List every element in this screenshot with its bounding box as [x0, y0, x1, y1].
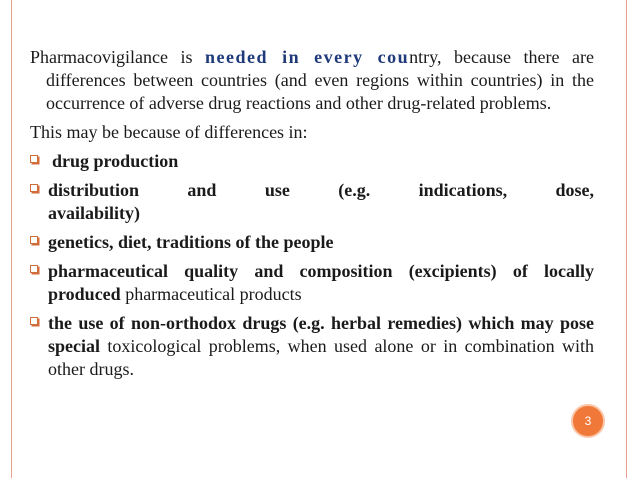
- right-border-line: [626, 0, 627, 478]
- bullet-bold-text-line1: distribution and use (e.g. indications, dose,: [48, 180, 594, 200]
- list-item: [30, 231, 594, 254]
- square-bullet-icon: [30, 184, 38, 192]
- intro-text-end: ntry, because there are differences between countries (and even regions within countries) in the occurrence of adverse drug reactions and other drug-related problems.: [46, 47, 595, 113]
- bullet-bold-text: drug production: [52, 151, 179, 171]
- lead-in-text: This may be because of differences in:: [30, 122, 308, 142]
- bullet-bold-text: genetics, diet, traditions of the people: [48, 232, 334, 252]
- square-bullet-icon: [30, 236, 38, 244]
- bullet-bold-text-line2: availability): [48, 203, 141, 223]
- square-bullet-icon: [30, 317, 38, 325]
- square-bullet-icon: [30, 265, 38, 273]
- square-bullet-icon: [30, 155, 38, 163]
- list-item: [30, 312, 594, 381]
- intro-paragraph: [30, 46, 594, 115]
- left-border-line: [11, 0, 12, 478]
- page-number-badge: 3: [571, 404, 605, 438]
- bullet-normal-text: toxicological problems, when used alone or in combination with other drugs.: [48, 336, 594, 379]
- intro-highlight: needed in every cou: [205, 47, 410, 67]
- differences-list: [30, 150, 594, 381]
- list-item: [30, 260, 594, 306]
- slide-body: [30, 46, 594, 387]
- list-item: [30, 150, 594, 173]
- bullet-bold-text: pharmaceutical quality and composition (excipients) of locally produced: [48, 261, 594, 304]
- intro-text-start: Pharmacovigilance is: [30, 47, 206, 67]
- list-item: [30, 179, 594, 225]
- bullet-normal-text: pharmaceutical products: [120, 284, 302, 304]
- bullet-bold-text: the use of non-orthodox drugs (e.g. herbal remedies) which may pose special: [48, 313, 594, 356]
